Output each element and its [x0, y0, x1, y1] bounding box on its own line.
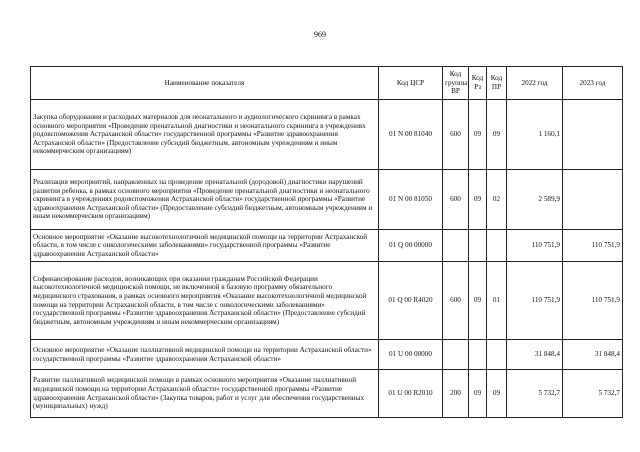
row-vr: 600	[443, 170, 469, 230]
table-row	[31, 262, 623, 340]
table-row	[31, 340, 623, 370]
row-2022: 5 732,7	[507, 370, 563, 418]
row-vr: 200	[443, 370, 469, 418]
row-pr: 01	[487, 262, 507, 340]
row-2023	[563, 100, 623, 170]
row-rz: 09	[469, 170, 487, 230]
row-vr: 600	[443, 262, 469, 340]
row-pr: 09	[487, 370, 507, 418]
table-row	[31, 170, 623, 230]
row-name: Основное мероприятие «Оказание высокотехнологичной медицинской помощи на территории Астраханской области, в том числе с онкологическими заболеваниями» государственной программы «Развитие здравоохранения Астраханской области»	[31, 230, 379, 262]
budget-table	[30, 66, 623, 418]
row-2022: 110 751,9	[507, 262, 563, 340]
header-pr: Код ПР	[487, 67, 507, 100]
header-rz: Код Рз	[469, 67, 487, 100]
row-vr	[443, 340, 469, 370]
row-csr: 01 U 00 00000	[379, 340, 443, 370]
page-number: 969	[314, 30, 326, 39]
row-rz	[469, 340, 487, 370]
row-pr	[487, 340, 507, 370]
header-name: Наименование показателя	[31, 67, 379, 100]
row-name: Закупка оборудования и расходных материалов для неонатального и аудиологического скрининга в рамках основного мероприятия «Проведение пренатальной диагностики и неонатального скрининга в учреждениях родовспоможения Астраханской области» государственной программы «Развитие здравоохранения Астраханской области» (Предоставление субсидий бюджетным, автономным учреждениям и иным некоммерческим организациям)	[31, 100, 379, 170]
table-row	[31, 230, 623, 262]
row-2022: 2 589,9	[507, 170, 563, 230]
row-name: Основное мероприятие «Оказание паллиативной медицинской помощи на территории Астраханской области» государственной программы «Развитие здравоохранения Астраханской области»	[31, 340, 379, 370]
row-rz: 09	[469, 262, 487, 340]
row-2022: 31 848,4	[507, 340, 563, 370]
row-2022: 1 160,1	[507, 100, 563, 170]
row-rz: 09	[469, 370, 487, 418]
header-vr: Код группы ВР	[443, 67, 469, 100]
header-row	[31, 67, 623, 100]
row-rz	[469, 230, 487, 262]
row-csr: 01 N 00 81040	[379, 100, 443, 170]
table-row	[31, 100, 623, 170]
row-2023: 31 848,4	[563, 340, 623, 370]
row-rz: 09	[469, 100, 487, 170]
row-name: Реализация мероприятий, направленных на проведение пренатальной (дородовой) диагностики нарушений развития ребенка, в рамках основного мероприятия «Проведение пренатальной диагностики и неонатального скрининга в учреждениях родовспоможения Астраханской области» государственной программы «Развитие здравоохранения Астраханской области» (Предоставление субсидий бюджетным, автономным учреждениям и иным некоммерческим организациям)	[31, 170, 379, 230]
row-name: Развитие паллиативной медицинской помощи в рамках основного мероприятия «Оказание паллиативной медицинской помощи на территории Астраханской области» государственной программы «Развитие здравоохранения Астраханской области» (Закупка товаров, работ и услуг для обеспечения государственных (муниципальных) нужд)	[31, 370, 379, 418]
row-csr: 01 Q 00 00000	[379, 230, 443, 262]
row-vr: 600	[443, 100, 469, 170]
row-2023: 110 751,9	[563, 230, 623, 262]
header-csr: Код ЦСР	[379, 67, 443, 100]
table-row	[31, 370, 623, 418]
row-pr: 09	[487, 100, 507, 170]
row-vr	[443, 230, 469, 262]
row-2023: 110 751,9	[563, 262, 623, 340]
row-pr	[487, 230, 507, 262]
row-csr: 01 Q 00 R4020	[379, 262, 443, 340]
row-name: Софинансирование расходов, возникающих при оказании гражданам Российской Федерации высокотехнологичной медицинской помощи, не включенной в базовую программу обязательного медицинского страхования, в рамках основного мероприятия «Оказание высокотехнологичной медицинской помощи на территории Астраханской области, в том числе с онкологическими заболеваниями» государственной программы «Развитие здравоохранения Астраханской области» (Предоставление субсидий бюджетным, автономным учреждениям и иным некоммерческим организациям)	[31, 262, 379, 340]
row-2022: 110 751,9	[507, 230, 563, 262]
row-2023	[563, 170, 623, 230]
header-2023: 2023 год	[563, 67, 623, 100]
row-csr: 01 U 00 R2010	[379, 370, 443, 418]
row-2023: 5 732,7	[563, 370, 623, 418]
row-pr: 02	[487, 170, 507, 230]
header-2022: 2022 год	[507, 67, 563, 100]
row-csr: 01 N 00 81050	[379, 170, 443, 230]
